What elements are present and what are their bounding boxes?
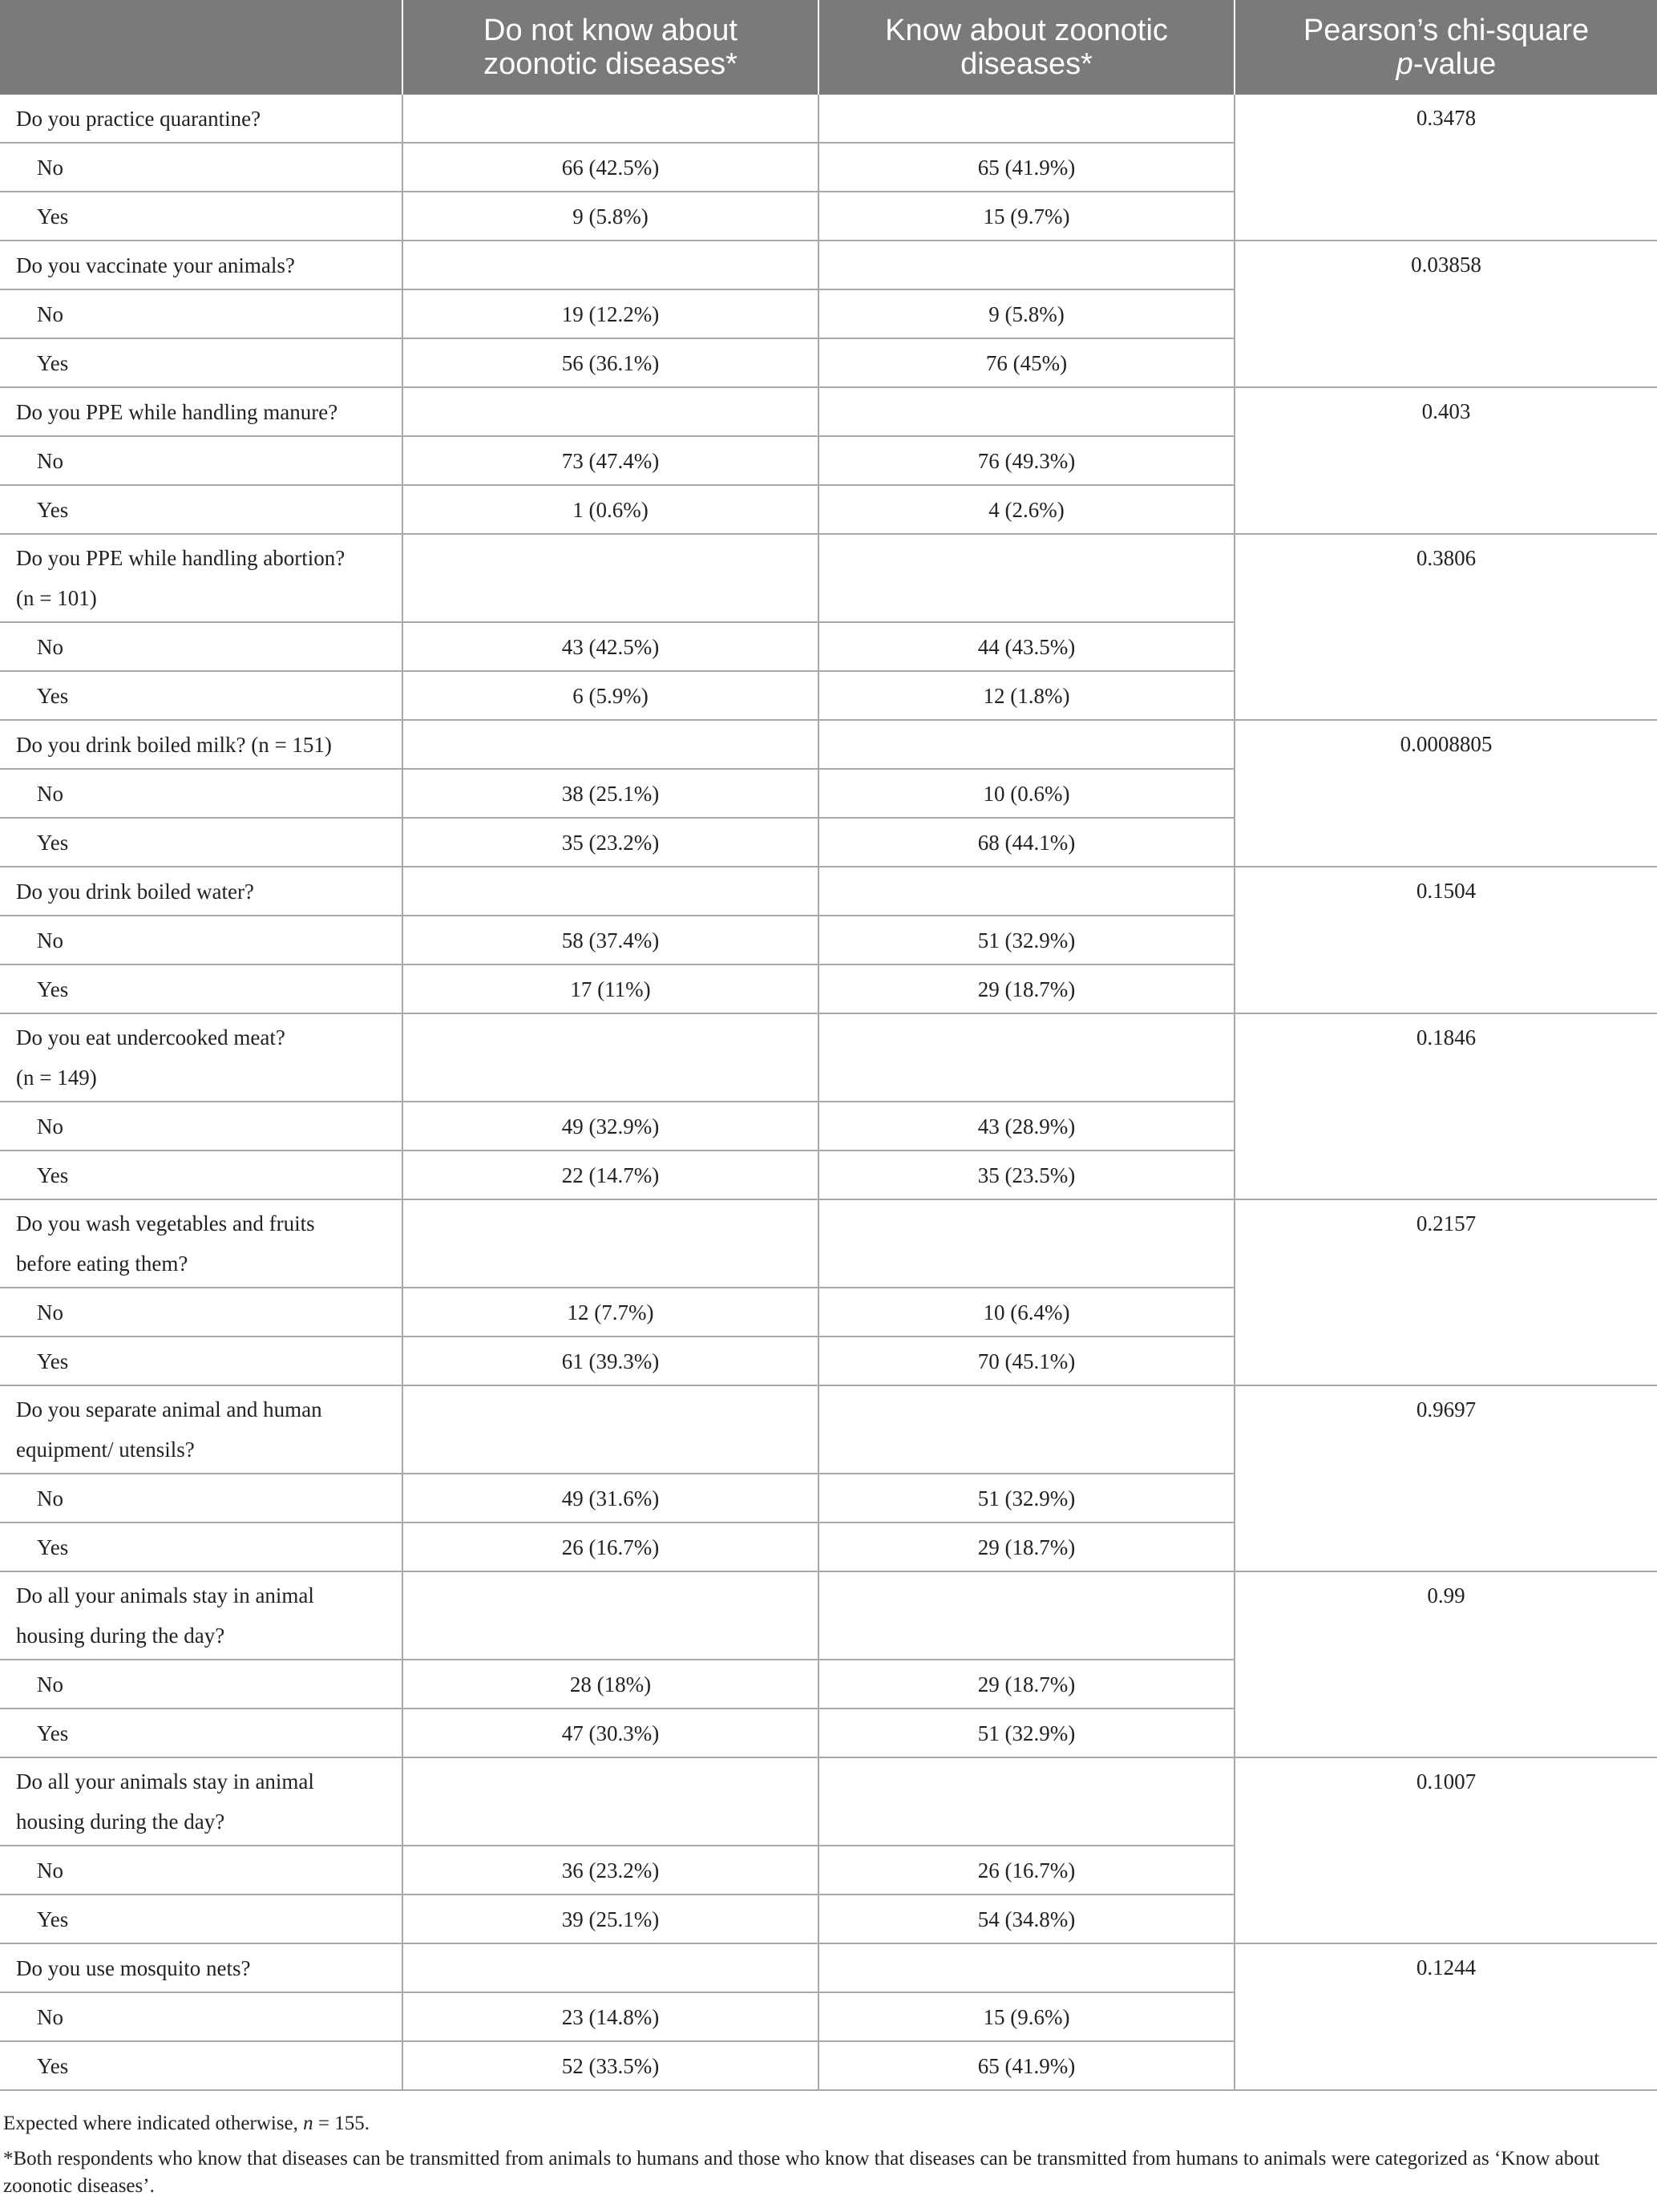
question-text-line2: (n = 101) <box>16 586 97 610</box>
header-do-not-know <box>402 0 818 95</box>
answer-label: Yes <box>0 1337 402 1385</box>
do-not-know-value: 49 (32.9%) <box>402 1102 818 1150</box>
know-value: 10 (6.4%) <box>818 1288 1235 1337</box>
p-value-cell: 0.0008805 <box>1235 720 1657 867</box>
question-row <box>0 241 1657 289</box>
question-row <box>0 867 1657 916</box>
question-text-line2: housing during the day? <box>16 1810 225 1834</box>
header-p-value-rest: -value <box>1412 47 1497 81</box>
answer-label: Yes <box>0 964 402 1013</box>
do-not-know-value: 28 (18%) <box>402 1660 818 1709</box>
footnote-definition: *Both respondents who know that diseases can be transmitted from animals to humans and those who know that diseases can be transmitted from humans to animals were categorized as ‘Know about zoonotic diseases’. <box>3 2148 1600 2197</box>
p-value-cell: 0.99 <box>1235 1571 1657 1757</box>
question-row <box>0 720 1657 769</box>
question-cell <box>0 534 402 622</box>
know-value: 29 (18.7%) <box>818 1660 1235 1709</box>
question-cell <box>0 95 402 143</box>
answer-label: No <box>0 436 402 485</box>
footnote-expected-n: n <box>303 2113 313 2134</box>
empty-cell <box>818 1385 1235 1474</box>
do-not-know-value: 39 (25.1%) <box>402 1895 818 1943</box>
question-cell <box>0 1757 402 1846</box>
question-text: Do you PPE while handling abortion? <box>16 546 346 570</box>
footnote-expected <box>3 2110 1655 2137</box>
empty-cell <box>818 241 1235 289</box>
know-value: 10 (0.6%) <box>818 769 1235 818</box>
do-not-know-value: 17 (11%) <box>402 964 818 1013</box>
question-cell <box>0 1199 402 1288</box>
question-text: Do you practice quarantine? <box>16 106 261 131</box>
answer-label: Yes <box>0 192 402 241</box>
answer-label: Yes <box>0 1523 402 1571</box>
header-know-line2: diseases* <box>960 47 1093 81</box>
do-not-know-value: 26 (16.7%) <box>402 1523 818 1571</box>
empty-cell <box>818 1199 1235 1288</box>
empty-cell <box>402 867 818 916</box>
answer-label: Yes <box>0 338 402 387</box>
know-value: 51 (32.9%) <box>818 916 1235 964</box>
empty-cell <box>402 241 818 289</box>
do-not-know-value: 56 (36.1%) <box>402 338 818 387</box>
question-text: Do you separate animal and human <box>16 1397 322 1421</box>
question-text: Do all your animals stay in animal <box>16 1583 314 1607</box>
know-value: 51 (32.9%) <box>818 1474 1235 1523</box>
question-text: Do you eat undercooked meat? <box>16 1025 285 1049</box>
do-not-know-value: 73 (47.4%) <box>402 436 818 485</box>
header-row <box>0 0 1657 95</box>
question-text: Do you drink boiled water? <box>16 879 254 904</box>
question-text: Do you drink boiled milk? (n = 151) <box>16 732 332 757</box>
know-value: 68 (44.1%) <box>818 818 1235 867</box>
footnote-expected-text-b: = 155. <box>313 2113 370 2134</box>
empty-cell <box>818 95 1235 143</box>
p-value-cell: 0.403 <box>1235 387 1657 534</box>
header-know <box>818 0 1235 95</box>
question-text-line2: (n = 149) <box>16 1066 97 1090</box>
answer-label: No <box>0 1102 402 1150</box>
question-row <box>0 1385 1657 1474</box>
know-value: 51 (32.9%) <box>818 1709 1235 1757</box>
empty-cell <box>402 387 818 436</box>
question-cell <box>0 1571 402 1660</box>
know-value: 12 (1.8%) <box>818 671 1235 720</box>
question-cell <box>0 1385 402 1474</box>
question-text: Do you use mosquito nets? <box>16 1955 251 1980</box>
know-value: 15 (9.6%) <box>818 1992 1235 2041</box>
do-not-know-value: 1 (0.6%) <box>402 485 818 534</box>
know-value: 15 (9.7%) <box>818 192 1235 241</box>
p-value-cell: 0.1244 <box>1235 1943 1657 2090</box>
table-body <box>0 95 1657 2090</box>
empty-cell <box>818 1943 1235 1992</box>
do-not-know-value: 47 (30.3%) <box>402 1709 818 1757</box>
question-cell <box>0 387 402 436</box>
header-empty-cell <box>0 0 402 95</box>
do-not-know-value: 6 (5.9%) <box>402 671 818 720</box>
know-value: 4 (2.6%) <box>818 485 1235 534</box>
question-cell <box>0 1013 402 1102</box>
do-not-know-value: 12 (7.7%) <box>402 1288 818 1337</box>
question-row <box>0 387 1657 436</box>
answer-label: Yes <box>0 2041 402 2090</box>
question-text: Do you vaccinate your animals? <box>16 253 295 277</box>
question-cell <box>0 1943 402 1992</box>
know-value: 76 (45%) <box>818 338 1235 387</box>
answer-label: No <box>0 1992 402 2041</box>
header-p-value-line1: Pearson’s chi-square <box>1303 14 1590 47</box>
know-value: 26 (16.7%) <box>818 1846 1235 1895</box>
answer-label: No <box>0 769 402 818</box>
question-row <box>0 1757 1657 1846</box>
do-not-know-value: 52 (33.5%) <box>402 2041 818 2090</box>
empty-cell <box>818 720 1235 769</box>
p-value-cell: 0.2157 <box>1235 1199 1657 1385</box>
empty-cell <box>818 867 1235 916</box>
know-value: 65 (41.9%) <box>818 143 1235 192</box>
header-p-letter: p <box>1396 47 1413 81</box>
empty-cell <box>402 720 818 769</box>
do-not-know-value: 38 (25.1%) <box>402 769 818 818</box>
answer-label: No <box>0 1660 402 1709</box>
know-value: 29 (18.7%) <box>818 1523 1235 1571</box>
do-not-know-value: 49 (31.6%) <box>402 1474 818 1523</box>
header-do-not-know-line2: zoonotic diseases* <box>483 47 738 81</box>
answer-label: No <box>0 143 402 192</box>
empty-cell <box>818 387 1235 436</box>
empty-cell <box>402 1385 818 1474</box>
empty-cell <box>402 534 818 622</box>
know-value: 54 (34.8%) <box>818 1895 1235 1943</box>
do-not-know-value: 36 (23.2%) <box>402 1846 818 1895</box>
do-not-know-value: 19 (12.2%) <box>402 289 818 338</box>
header-do-not-know-line1: Do not know about <box>483 14 738 47</box>
answer-label: No <box>0 1846 402 1895</box>
empty-cell <box>818 534 1235 622</box>
answer-label: No <box>0 289 402 338</box>
p-value-cell: 0.1007 <box>1235 1757 1657 1943</box>
question-text-line2: housing during the day? <box>16 1624 225 1648</box>
question-text: Do all your animals stay in animal <box>16 1769 314 1793</box>
answer-label: Yes <box>0 1895 402 1943</box>
question-text: Do you wash vegetables and fruits <box>16 1211 315 1235</box>
empty-cell <box>402 1199 818 1288</box>
p-value-cell: 0.1504 <box>1235 867 1657 1013</box>
question-text-line2: equipment/ utensils? <box>16 1438 195 1462</box>
empty-cell <box>402 1943 818 1992</box>
p-value-cell: 0.3478 <box>1235 95 1657 241</box>
answer-label: Yes <box>0 485 402 534</box>
do-not-know-value: 43 (42.5%) <box>402 622 818 671</box>
answer-label: Yes <box>0 818 402 867</box>
answer-label: No <box>0 916 402 964</box>
know-value: 76 (49.3%) <box>818 436 1235 485</box>
table-header <box>0 0 1657 95</box>
empty-cell <box>402 1757 818 1846</box>
do-not-know-value: 9 (5.8%) <box>402 192 818 241</box>
do-not-know-value: 23 (14.8%) <box>402 1992 818 2041</box>
do-not-know-value: 58 (37.4%) <box>402 916 818 964</box>
do-not-know-value: 61 (39.3%) <box>402 1337 818 1385</box>
empty-cell <box>402 95 818 143</box>
empty-cell <box>402 1013 818 1102</box>
know-value: 65 (41.9%) <box>818 2041 1235 2090</box>
know-value: 70 (45.1%) <box>818 1337 1235 1385</box>
answer-label: No <box>0 1474 402 1523</box>
footnote-expected-text-a: Expected where indicated otherwise, <box>3 2113 304 2134</box>
empty-cell <box>402 1571 818 1660</box>
question-cell <box>0 720 402 769</box>
question-row <box>0 1199 1657 1288</box>
empty-cell <box>818 1757 1235 1846</box>
know-value: 29 (18.7%) <box>818 964 1235 1013</box>
header-know-line1: Know about zoonotic <box>885 14 1168 47</box>
empty-cell <box>818 1013 1235 1102</box>
answer-label: No <box>0 622 402 671</box>
know-value: 9 (5.8%) <box>818 289 1235 338</box>
answer-label: No <box>0 1288 402 1337</box>
question-row <box>0 534 1657 622</box>
do-not-know-value: 35 (23.2%) <box>402 818 818 867</box>
question-row <box>0 1013 1657 1102</box>
do-not-know-value: 66 (42.5%) <box>402 143 818 192</box>
question-row <box>0 1571 1657 1660</box>
p-value-cell: 0.3806 <box>1235 534 1657 720</box>
question-text: Do you PPE while handling manure? <box>16 399 338 424</box>
do-not-know-value: 22 (14.7%) <box>402 1150 818 1199</box>
header-p-value <box>1235 0 1657 95</box>
p-value-cell: 0.03858 <box>1235 241 1657 387</box>
question-cell <box>0 867 402 916</box>
p-value-cell: 0.1846 <box>1235 1013 1657 1199</box>
know-value: 43 (28.9%) <box>818 1102 1235 1150</box>
empty-cell <box>818 1571 1235 1660</box>
answer-label: Yes <box>0 671 402 720</box>
question-row <box>0 1943 1657 1992</box>
answer-label: Yes <box>0 1709 402 1757</box>
question-row <box>0 95 1657 143</box>
p-value-cell: 0.9697 <box>1235 1385 1657 1571</box>
know-value: 35 (23.5%) <box>818 1150 1235 1199</box>
answer-label: Yes <box>0 1150 402 1199</box>
question-text-line2: before eating them? <box>16 1252 188 1276</box>
know-value: 44 (43.5%) <box>818 622 1235 671</box>
question-cell <box>0 241 402 289</box>
